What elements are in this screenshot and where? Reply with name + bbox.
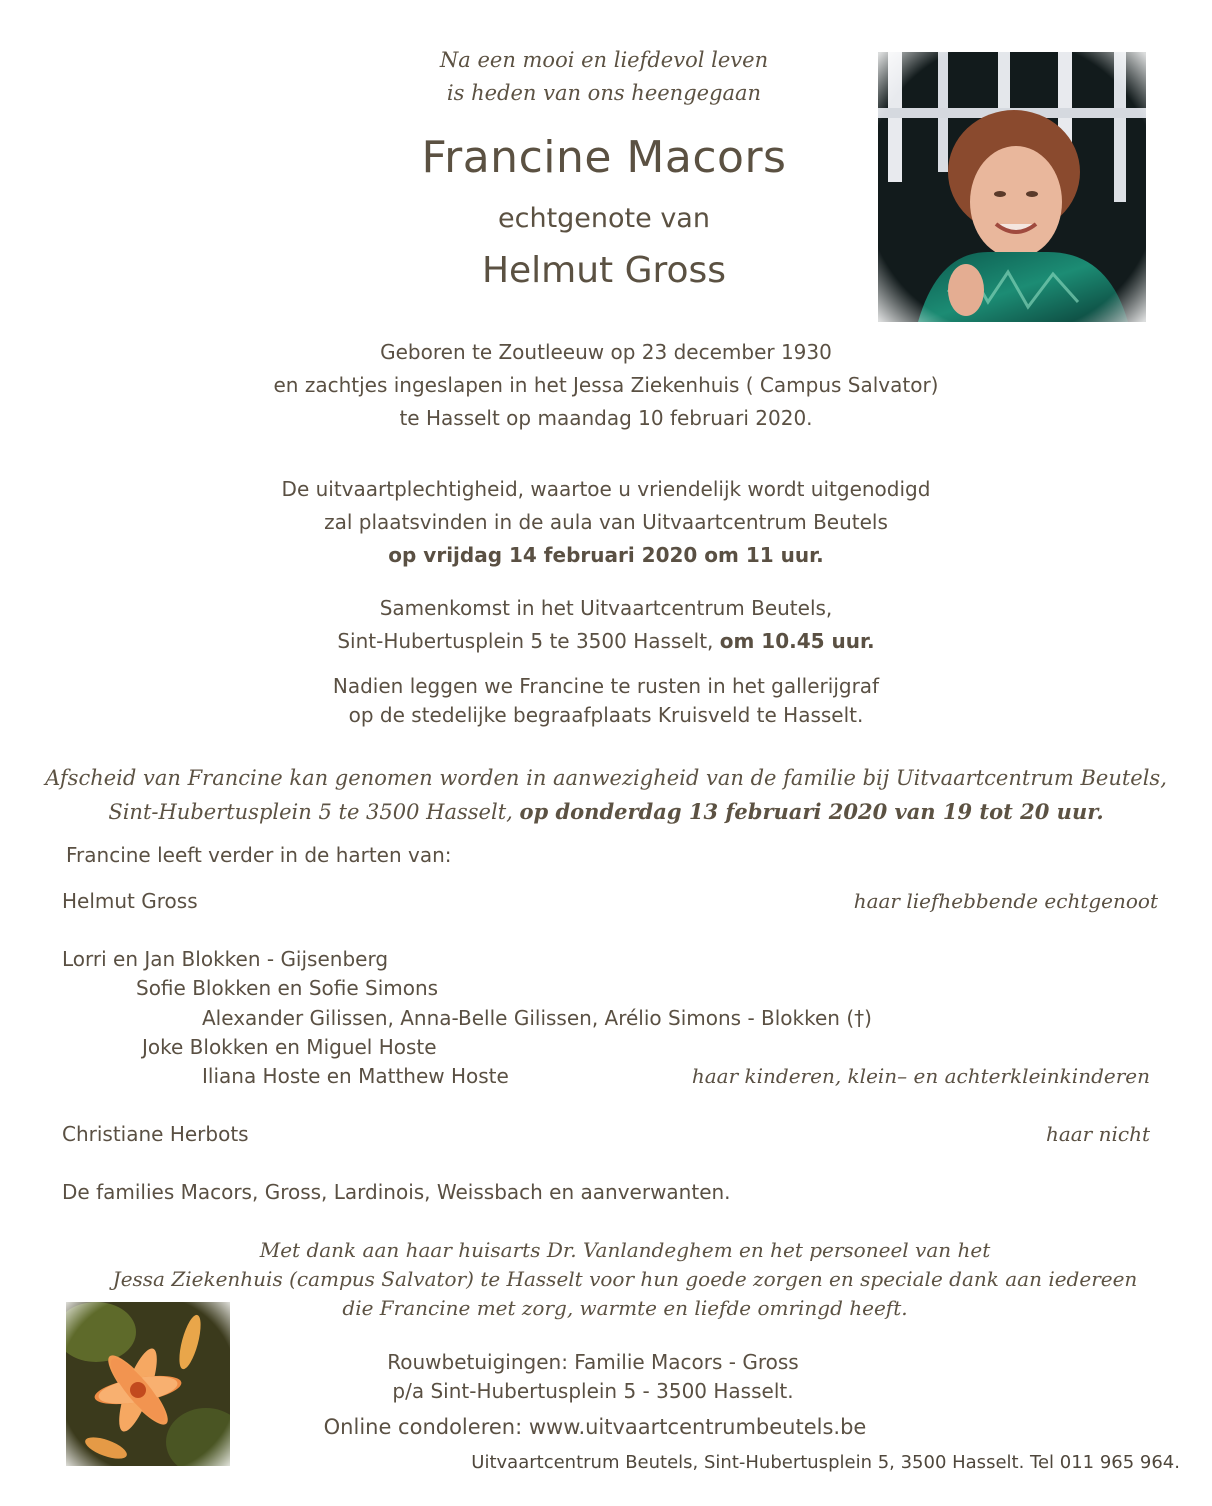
funeral-line-1: De uitvaartplechtigheid, waartoe u vriendelijk wordt uitgenodigd [281,477,931,501]
portrait-photo [878,52,1146,322]
online-condolence-link[interactable]: Online condoleren: www.uitvaartcentrumbeutels.be [323,1415,867,1439]
family-children-5: Iliana Hoste en Matthew Hoste [202,1064,509,1088]
funeral-line-2: zal plaatsvinden in de aula van Uitvaartcentrum Beutels [324,510,888,534]
mourning-line-1: Rouwbetuigingen: Familie Macors - Gross [387,1350,799,1374]
mourning-line-2: p/a Sint-Hubertusplein 5 - 3500 Hasselt. [392,1379,794,1403]
birth-death-info [180,336,1032,435]
family-children-1: Lorri en Jan Blokken - Gijsenberg [62,947,389,971]
funeral-info [180,473,1032,572]
burial-info [180,672,1032,730]
family-spouse: Helmut Gross [62,889,198,913]
thanks-line-2: Jessa Ziekenhuis (campus Salvator) te Hasselt voor hun goede zorgen en speciale dank aan iedereen [112,1267,1138,1291]
lily-flower-image [66,1302,230,1466]
gathering-info [180,592,1032,658]
footer-contact: Uitvaartcentrum Beutels, Sint-Hubertusplein 5, 3500 Hasselt. Tel 011 965 964. [471,1452,1180,1473]
intro-text [300,44,908,110]
rest-line-2: op de stedelijke begraafplaats Kruisveld te Hasselt. [348,703,864,727]
family-children-relation: haar kinderen, klein– en achterkleinkinderen [691,1064,1150,1088]
family-others: De families Macors, Gross, Lardinois, Weissbach en aanverwanten. [62,1180,731,1204]
family-children-3: Alexander Gilissen, Anna-Belle Gilissen, Arélio Simons - Blokken (†) [202,1006,872,1030]
farewell-line-1: Afscheid van Francine kan genomen worden in aanwezigheid van de familie bij Uitvaartcentrum Beutels, [45,766,1167,790]
family-children-4: Joke Blokken en Miguel Hoste [142,1035,437,1059]
intro-line-2: is heden van ons heengegaan [446,81,762,105]
lives-on-heading: Francine leeft verder in de harten van: [66,843,452,867]
gathering-time: om 10.45 uur. [719,629,875,653]
spouse-prefix: echtgenote van [498,203,710,234]
condolence-address [330,1348,856,1406]
farewell-time: op donderdag 13 februari 2020 van 19 tot 20 uur. [519,799,1104,824]
gathering-line-2 [180,625,1032,658]
gathering-address: Sint-Hubertusplein 5 te 3500 Hasselt, [337,629,720,653]
farewell-info [30,762,1182,829]
family-niece: Christiane Herbots [62,1122,249,1146]
gathering-line-1: Samenkomst in het Uitvaartcentrum Beutels, [379,596,833,620]
intro-line-1: Na een mooi en liefdevol leven [439,48,769,72]
family-spouse-relation: haar liefhebbende echtgenoot [853,889,1158,913]
funeral-date: op vrijdag 14 februari 2020 om 11 uur. [388,543,824,567]
family-children-2: Sofie Blokken en Sofie Simons [136,976,439,1000]
deceased-name: Francine Macors [421,132,787,183]
thanks-line-3: die Francine met zorg, warmte en liefde omringd heeft. [342,1296,908,1320]
rest-line-1: Nadien leggen we Francine te rusten in het gallerijgraf [332,674,880,698]
farewell-address: Sint-Hubertusplein 5 te 3500 Hasselt, [108,800,520,824]
born-line-2: en zachtjes ingeslapen in het Jessa Ziekenhuis ( Campus Salvator) [273,373,939,397]
born-line-3: te Hasselt op maandag 10 februari 2020. [399,406,813,430]
family-niece-relation: haar nicht [1045,1122,1150,1146]
thanks-line-1: Met dank aan haar huisarts Dr. Vanlandeghem en het personeel van het [259,1238,991,1262]
born-line-1: Geboren te Zoutleeuw op 23 december 1930 [380,340,832,364]
farewell-line-2 [30,795,1182,829]
spouse-name: Helmut Gross [481,250,727,291]
